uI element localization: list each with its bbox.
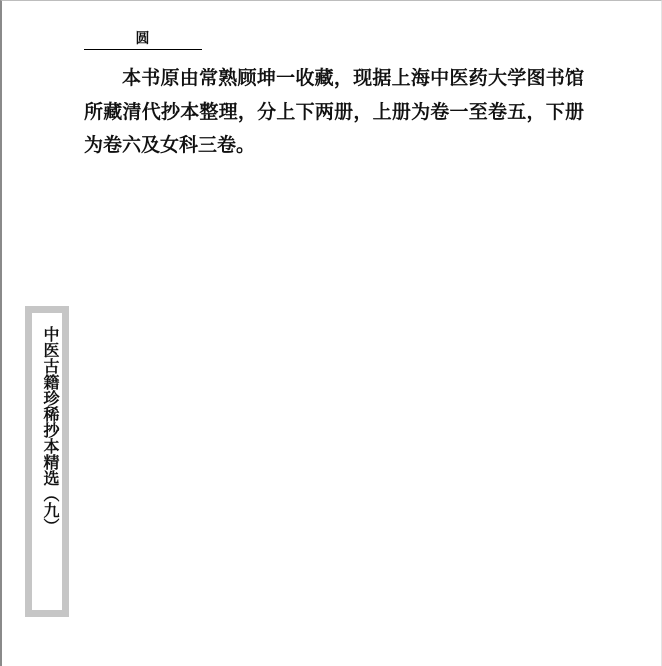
series-title-label: 中医古籍珍稀抄本精选（九） (41, 326, 60, 534)
body-paragraph: 本书原由常熟顾坤一收藏，现据上海中医药大学图书馆所藏清代抄本整理，分上下两册，上册为卷一至卷五，下册为卷六及女科三卷。 (84, 67, 584, 156)
series-side-tab (25, 306, 69, 617)
running-header: 圆 (84, 30, 202, 50)
